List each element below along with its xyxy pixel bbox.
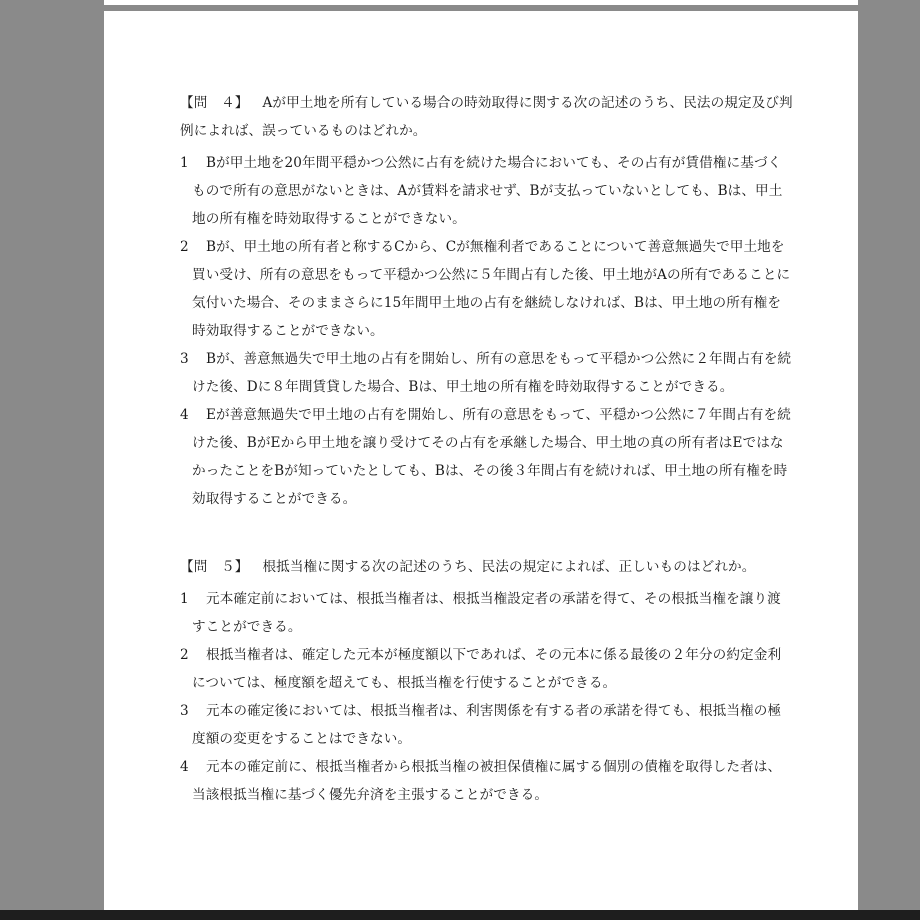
choice-number: 1 xyxy=(180,155,189,171)
question-5-choices xyxy=(180,585,794,809)
document-page xyxy=(104,11,858,910)
choice-item xyxy=(180,401,794,513)
choice-item xyxy=(180,233,794,345)
question-4 xyxy=(180,89,794,513)
choice-number: 2 xyxy=(180,647,189,663)
question-5-header xyxy=(180,553,794,581)
question-4-choices xyxy=(180,149,794,513)
choice-item xyxy=(180,149,794,233)
choice-item xyxy=(180,753,794,809)
choice-text: 根抵当権者は、確定した元本が極度額以下であれば、その元本に係る最後の２年分の約定金利については、極度額を超えても、根抵当権を行使することができる。 xyxy=(192,647,782,691)
choice-item xyxy=(180,641,794,697)
question-4-label: 【問 ４】 xyxy=(180,95,249,111)
choice-number: 3 xyxy=(180,703,189,719)
question-5-prompt: 根抵当権に関する次の記述のうち、民法の規定によれば、正しいものはどれか。 xyxy=(262,559,756,575)
choice-number: 2 xyxy=(180,239,189,255)
choice-text: Bが甲土地を20年間平穏かつ公然に占有を続けた場合においても、その占有が賃借権に基づくもので所有の意思がないときは、Aが賃料を請求せず、Bが支払っていないとしても、Bは、甲土地の所有権を時効取得することができない。 xyxy=(192,155,783,227)
choice-number: 3 xyxy=(180,351,189,367)
choice-item xyxy=(180,345,794,401)
taskbar-strip xyxy=(0,910,920,920)
choice-number: 4 xyxy=(180,759,189,775)
previous-page-edge xyxy=(104,0,858,5)
question-4-prompt: Aが甲土地を所有している場合の時効取得に関する次の記述のうち、民法の規定及び判例によれば、誤っているものはどれか。 xyxy=(180,95,793,139)
choice-item xyxy=(180,585,794,641)
choice-item xyxy=(180,697,794,753)
choice-text: 元本確定前においては、根抵当権者は、根抵当権設定者の承諾を得て、その根抵当権を譲り渡すことができる。 xyxy=(192,591,781,635)
choice-text: Bが、善意無過失で甲土地の占有を開始し、所有の意思をもって平穏かつ公然に２年間占有を続けた後、Dに８年間賃貸した場合、Bは、甲土地の所有権を時効取得することができる。 xyxy=(192,351,792,395)
page-content xyxy=(180,89,794,809)
question-4-header xyxy=(180,89,794,145)
question-5-label: 【問 ５】 xyxy=(180,559,249,575)
choice-text: Bが、甲土地の所有者と称するCから、Cが無権利者であることについて善意無過失で甲土地を買い受け、所有の意思をもって平穏かつ公然に５年間占有した後、甲土地がAの所有であることに気付いた場合、そのままさらに15年間甲土地の占有を継続しなければ、Bは、甲土地の所有権を時効取得することができない。 xyxy=(192,239,791,339)
question-5 xyxy=(180,553,794,809)
choice-text: 元本の確定前に、根抵当権者から根抵当権の被担保債権に属する個別の債権を取得した者は、当該根抵当権に基づく優先弁済を主張することができる。 xyxy=(192,759,782,803)
choice-number: 4 xyxy=(180,407,189,423)
choice-number: 1 xyxy=(180,591,189,607)
choice-text: Eが善意無過失で甲土地の占有を開始し、所有の意思をもって、平穏かつ公然に７年間占有を続けた後、BがEから甲土地を譲り受けてその占有を承継した場合、甲土地の真の所有者はEではなかったことをBが知っていたとしても、Bは、その後３年間占有を続ければ、甲土地の所有権を時効取得することができる。 xyxy=(192,407,791,507)
choice-text: 元本の確定後においては、根抵当権者は、利害関係を有する者の承諾を得ても、根抵当権の極度額の変更をすることはできない。 xyxy=(192,703,782,747)
